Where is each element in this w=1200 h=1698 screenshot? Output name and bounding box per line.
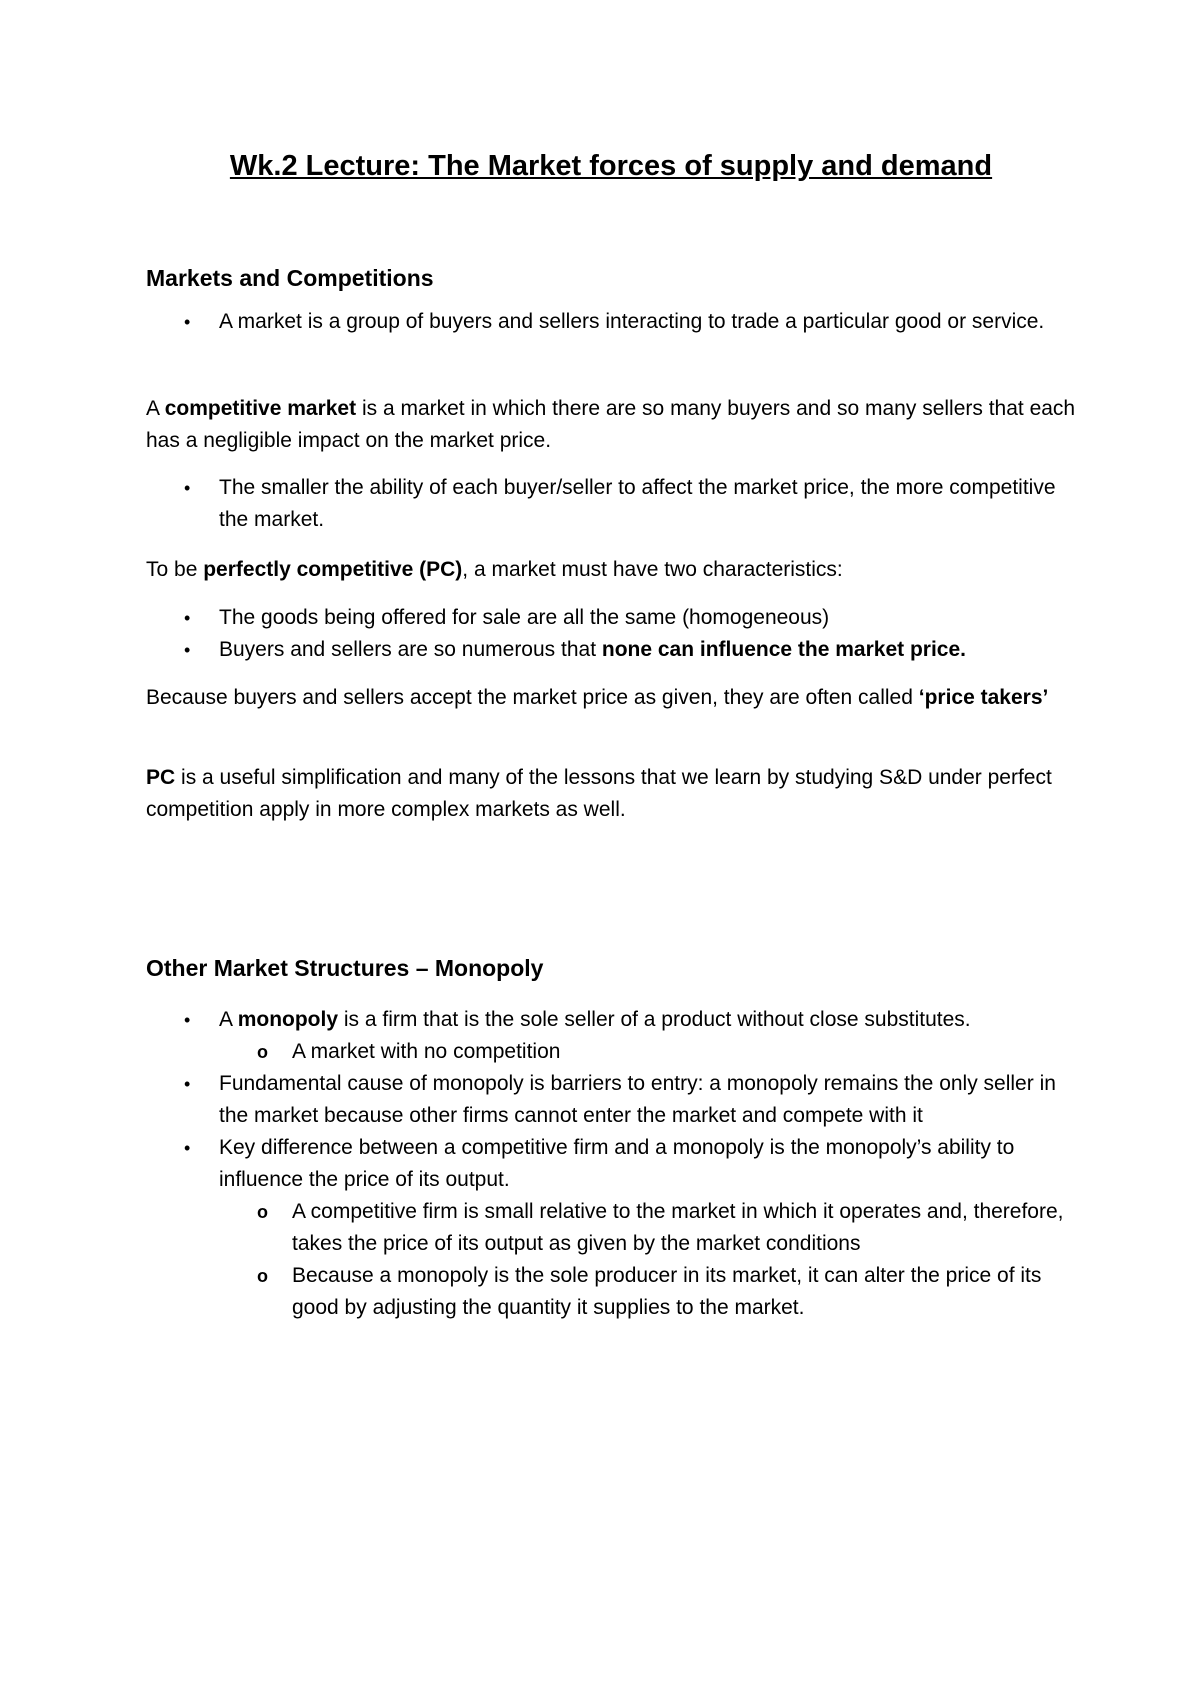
sub-bullet-icon: o <box>257 1266 268 1286</box>
document-page <box>146 0 1076 1698</box>
list-item-text: Fundamental cause of monopoly is barriers to entry: a monopoly remains the only seller in the market because other firms cannot enter the market and compete with it <box>219 1072 1056 1127</box>
list-item-bold-text: monopoly <box>237 1008 339 1031</box>
paragraph-pc-simplification <box>146 762 1076 826</box>
paragraph-text: is a market in which there are so many buyers and so many sellers that each has a negligible impact on the market price. <box>146 397 1076 452</box>
paragraph-bold-term: competitive market <box>164 397 357 420</box>
bullet-icon: • <box>184 1074 191 1094</box>
bullet-icon: • <box>184 1010 191 1030</box>
paragraph-text: is a useful simplification and many of the lessons that we learn by studying S&D under perfect competition apply in more complex markets as well. <box>146 766 1052 821</box>
paragraph-perfectly-competitive <box>146 554 1076 586</box>
list-item <box>146 602 1076 634</box>
list-item-text: A <box>219 1008 238 1031</box>
paragraph-text: A <box>146 397 165 420</box>
bullet-icon: • <box>184 312 191 332</box>
paragraph-text: , a market must have two characteristics: <box>462 558 843 581</box>
sub-bullet-icon: o <box>257 1042 268 1062</box>
list-item-text: A market is a group of buyers and sellers interacting to trade a particular good or service. <box>219 310 1045 333</box>
sub-list-item <box>219 1036 1076 1068</box>
list-item-text: The goods being offered for sale are all the same (homogeneous) <box>219 606 830 629</box>
paragraph-bold-term: perfectly competitive (PC) <box>203 558 463 581</box>
paragraph-bold-term: PC <box>146 766 176 789</box>
paragraph-text: Because buyers and sellers accept the market price as given, they are often called <box>146 686 919 709</box>
paragraph-bold-term: ‘price takers’ <box>918 686 1049 709</box>
list-item-text: Key difference between a competitive firm and a monopoly is the monopoly’s ability to influence the price of its output. <box>219 1136 1015 1191</box>
section-heading-markets: Markets and Competitions <box>146 265 434 291</box>
section1-list-1 <box>146 306 1076 338</box>
bullet-icon: • <box>184 608 191 628</box>
list-item-text: Buyers and sellers are so numerous that <box>219 638 602 661</box>
list-item <box>146 472 1076 536</box>
sub-list-item <box>219 1196 1076 1260</box>
list-item-bold-text: none can influence the market price. <box>601 638 966 661</box>
list-item <box>146 306 1076 338</box>
list-item-text: is a firm that is the sole seller of a product without close substitutes. <box>338 1008 971 1031</box>
bullet-icon: • <box>184 1138 191 1158</box>
section-heading-monopoly: Other Market Structures – Monopoly <box>146 955 544 981</box>
sub-list-item-text: A competitive firm is small relative to the market in which it operates and, therefore, takes the price of its output as given by the market conditions <box>292 1200 1064 1255</box>
list-item <box>146 1132 1076 1324</box>
bullet-icon: • <box>184 478 191 498</box>
paragraph-competitive-market <box>146 393 1076 457</box>
section2-list <box>146 1004 1076 1324</box>
sub-list-item-text: A market with no competition <box>292 1040 561 1063</box>
sub-list-item-text: Because a monopoly is the sole producer in its market, it can alter the price of its good by adjusting the quantity it supplies to the market. <box>292 1264 1042 1319</box>
sub-list-item <box>219 1260 1076 1324</box>
paragraph-price-takers <box>146 682 1076 714</box>
paragraph-text: To be <box>146 558 204 581</box>
sub-bullet-icon: o <box>257 1202 268 1222</box>
list-item <box>146 634 1076 666</box>
list-item <box>146 1004 1076 1068</box>
section1-list-3 <box>146 602 1076 666</box>
list-item <box>146 1068 1076 1132</box>
bullet-icon: • <box>184 640 191 660</box>
list-item-text: The smaller the ability of each buyer/seller to affect the market price, the more competitive the market. <box>219 476 1056 531</box>
section1-list-2 <box>146 472 1076 536</box>
page-title: Wk.2 Lecture: The Market forces of supply and demand <box>229 150 993 182</box>
